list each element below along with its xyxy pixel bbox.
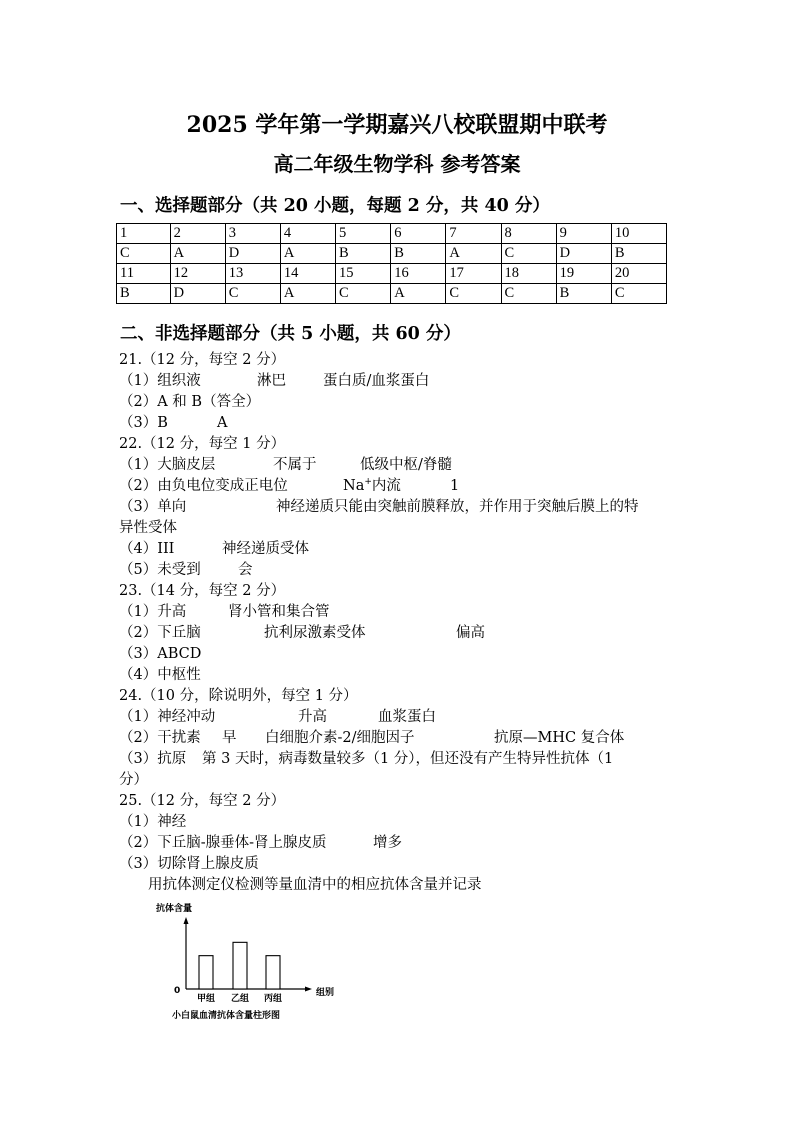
q24-line3-cont: 分） xyxy=(119,772,148,788)
table-cell: 4 xyxy=(280,224,335,244)
answer-text: 抗利尿激素受体 xyxy=(264,625,366,641)
table-row xyxy=(117,264,667,284)
table-cell: C xyxy=(117,244,171,264)
table-cell: 15 xyxy=(336,264,391,284)
table-cell: B xyxy=(556,284,611,304)
category-label: 丙组 xyxy=(263,994,283,1004)
table-cell: C xyxy=(611,284,666,304)
answer-text: 淋巴 xyxy=(257,373,286,389)
answer-text: 白细胞介素-2/细胞因子 xyxy=(265,730,415,746)
table-cell: 10 xyxy=(611,224,666,244)
bars xyxy=(197,942,282,1004)
answer-table xyxy=(116,223,667,304)
superscript: + xyxy=(364,477,372,488)
q21-line2: （2）A 和 B（答全） xyxy=(119,394,261,410)
x-axis-label: 组别 xyxy=(316,988,335,998)
table-cell: D xyxy=(556,244,611,264)
answer-text: （2）下丘脑 xyxy=(119,625,201,641)
table-cell: A xyxy=(280,244,335,264)
q23-line2 xyxy=(119,623,485,643)
table-row xyxy=(117,224,667,244)
q25-line4: 用抗体测定仪检测等量血清中的相应抗体含量并记录 xyxy=(148,877,482,893)
table-cell: 17 xyxy=(446,264,501,284)
answer-text: 神经递质受体 xyxy=(222,541,309,557)
q25-line1: （1）神经 xyxy=(119,814,187,830)
table-cell: C xyxy=(225,284,280,304)
table-cell: A xyxy=(391,284,446,304)
answer-text: 肾小管和集合管 xyxy=(228,604,330,620)
bar-3 xyxy=(266,956,280,989)
answer-text: 升高 xyxy=(298,709,327,725)
q22-line2 xyxy=(119,476,459,496)
q25-line3: （3）切除肾上腺皮质 xyxy=(119,856,259,872)
answer-text: 会 xyxy=(238,562,253,578)
answer-text: 1 xyxy=(450,478,460,494)
answer-text: 神经递质只能由突触前膜释放，并作用于突触后膜上的特 xyxy=(276,499,639,515)
table-cell: A xyxy=(280,284,335,304)
table-cell: C xyxy=(501,244,556,264)
table-cell: C xyxy=(336,284,391,304)
answer-text: A xyxy=(217,415,228,431)
answer-text: 不属于 xyxy=(273,457,317,473)
origin-label: 0 xyxy=(174,986,181,996)
table-cell: 19 xyxy=(556,264,611,284)
category-label: 甲组 xyxy=(196,994,216,1004)
answer-text: 第 3 天时，病毒数量较多（1 分），但还没有产生特异性抗体（1 xyxy=(202,751,614,767)
table-cell: B xyxy=(336,244,391,264)
answer-text: （1）升高 xyxy=(119,604,187,620)
table-cell: A xyxy=(446,244,501,264)
table-cell: 18 xyxy=(501,264,556,284)
table-cell: B xyxy=(391,244,446,264)
x-axis-arrow xyxy=(305,987,312,992)
table-row xyxy=(117,284,667,304)
q22-line3 xyxy=(119,497,639,517)
q24-line3 xyxy=(119,749,613,769)
table-cell: B xyxy=(611,244,666,264)
table-cell: D xyxy=(225,244,280,264)
table-cell: C xyxy=(446,284,501,304)
table-cell: C xyxy=(501,284,556,304)
answer-text: 内流 xyxy=(371,478,401,494)
table-cell: D xyxy=(170,284,225,304)
q24-header: 24.（10 分，除说明外，每空 1 分） xyxy=(119,688,358,704)
section-heading-nonchoice: 二、非选择题部分（共 5 小题，共 60 分） xyxy=(120,324,461,344)
table-cell: 3 xyxy=(225,224,280,244)
table-cell: 6 xyxy=(391,224,446,244)
table-cell: 1 xyxy=(117,224,171,244)
bar-2 xyxy=(233,942,247,989)
q23-line3: （3）ABCD xyxy=(119,646,202,662)
table-row xyxy=(117,244,667,264)
q25-header: 25.（12 分，每空 2 分） xyxy=(119,793,286,809)
answer-text: 蛋白质/血浆蛋白 xyxy=(323,373,430,389)
q22-line5 xyxy=(119,560,253,580)
bar-1 xyxy=(199,956,213,989)
table-cell: 12 xyxy=(170,264,225,284)
answer-text: 增多 xyxy=(373,835,402,851)
answer-text: （1）大脑皮层 xyxy=(119,457,216,473)
answer-text: （4）III xyxy=(119,541,175,557)
page-subtitle: 高二年级生物学科 参考答案 xyxy=(273,152,521,176)
page-title: 2025 学年第一学期嘉兴八校联盟期中联考 xyxy=(186,112,608,138)
q21-header: 21.（12 分，每空 2 分） xyxy=(119,352,286,368)
answer-text: （5）未受到 xyxy=(119,562,201,578)
table-cell: 14 xyxy=(280,264,335,284)
q23-header: 23.（14 分，每空 2 分） xyxy=(119,583,286,599)
q22-line3-cont: 异性受体 xyxy=(119,520,177,536)
q21-line3 xyxy=(119,413,227,433)
table-cell: 7 xyxy=(446,224,501,244)
q22-line4 xyxy=(119,539,309,559)
answer-text: （3）B xyxy=(119,415,168,431)
q21-line1 xyxy=(119,371,429,391)
answer-text: 低级中枢/脊髓 xyxy=(360,457,452,473)
answer-text: （1）神经冲动 xyxy=(119,709,216,725)
y-axis-label: 抗体含量 xyxy=(156,904,193,914)
table-cell: B xyxy=(117,284,171,304)
q25-line2 xyxy=(119,833,402,853)
answer-text: （2）干扰素 xyxy=(119,730,201,746)
answer-text: 抗原—MHC 复合体 xyxy=(494,730,625,746)
answer-text: （3）抗原 xyxy=(119,751,187,767)
table-cell: 9 xyxy=(556,224,611,244)
q24-line1 xyxy=(119,707,436,727)
section-heading-choice: 一、选择题部分（共 20 小题，每题 2 分，共 40 分） xyxy=(120,196,550,216)
table-cell: 2 xyxy=(170,224,225,244)
table-cell: 16 xyxy=(391,264,446,284)
q22-header: 22.（12 分，每空 1 分） xyxy=(119,436,286,452)
table-cell: A xyxy=(170,244,225,264)
table-cell: 20 xyxy=(611,264,666,284)
table-cell: 11 xyxy=(117,264,171,284)
q24-line2 xyxy=(119,728,624,748)
q23-line4: （4）中枢性 xyxy=(119,667,201,683)
answer-text: （3）单向 xyxy=(119,499,187,515)
table-cell: 8 xyxy=(501,224,556,244)
q22-line1 xyxy=(119,455,452,475)
answer-text: （1）组织液 xyxy=(119,373,201,389)
category-label: 乙组 xyxy=(230,994,250,1004)
table-cell: 13 xyxy=(225,264,280,284)
antibody-bar-chart xyxy=(150,900,360,1025)
answer-text: 早 xyxy=(222,730,237,746)
answer-text: （2）由负电位变成正电位 xyxy=(119,478,288,494)
answer-text: Na xyxy=(343,478,365,494)
answer-text: 偏高 xyxy=(456,625,485,641)
answer-text: （2）下丘脑-腺垂体-肾上腺皮质 xyxy=(119,835,327,851)
answer-text xyxy=(343,476,450,496)
answer-text: 血浆蛋白 xyxy=(378,709,436,725)
q23-line1 xyxy=(119,602,330,622)
y-axis-arrow xyxy=(184,917,189,924)
chart-title: 小白鼠血清抗体含量柱形图 xyxy=(172,1011,281,1021)
table-cell: 5 xyxy=(336,224,391,244)
